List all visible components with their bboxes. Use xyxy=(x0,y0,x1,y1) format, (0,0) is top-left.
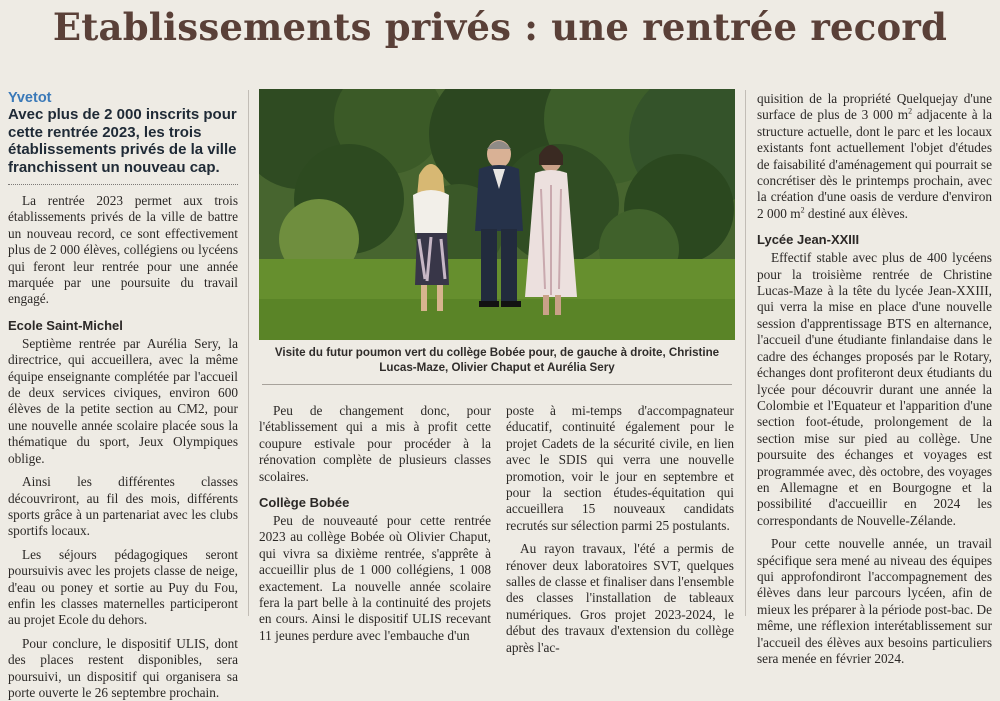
column-3 xyxy=(506,403,734,656)
paragraph: Ainsi les différentes classes découvriront, au fil des mois, différents sports grâce à un partenariat avec les clubs sportifs locaux. xyxy=(8,474,238,539)
paragraph: poste à mi-temps d'accompagnateur éducatif, continuité également pour le projet Cadets de la sécurité civile, en lien avec le SDIS qui verra une nouvelle promotion, voir le jour en septembre et pour la section études-équitation qui accueillera 15 nouveaux candidats recrutés sur sélection parmi 25 postulants. xyxy=(506,403,734,533)
paragraph: quisition de la propriété Quelquejay d'une surface de plus de 3 000 $m^2$ adjacente à la structure actuelle, dont le parc et les locaux existants font actuellement l'objet d'études de faisabilité d'aménagement qui pourrait se concrétiser dès le printemps prochain, avec la création d'une oasis de verdure d'environ 2 000 $m^2$ destiné aux élèves. xyxy=(757,91,992,221)
column-1 xyxy=(8,193,238,701)
paragraph: Pour cette nouvelle année, un travail spécifique sera mené au niveau des équipes qui approfondiront l'accompagnement des élèves dans leur parcours lycéen, afin de mieux les préparer à la période post-bac. De même, une réflexion interétablissement sur l'accueil des élèves aux besoins particuliers sera menée en février 2024. xyxy=(757,536,992,666)
section-heading-stmichel: Ecole Saint-Michel xyxy=(8,317,123,333)
column-rule xyxy=(248,90,249,616)
paragraph: Septième rentrée par Aurélia Sery, la directrice, qui accueillera, avec la même équipe enseignante complétée par l'accueil de deux services civiques, environ 600 élèves de la petite section au CM2, pour une nouvelle année scolaire placée sous la thématique du sport, Jeux Olympiques oblige. xyxy=(8,335,238,466)
paragraph: Au rayon travaux, l'été a permis de rénover deux laboratoires SVT, quelques salles de classe et finaliser dans l'ensemble des classes l'installation de tableaux numériques. Gros projet 2023-2024, le début des travaux d'extension du collège après l'ac- xyxy=(506,541,734,655)
paragraph: Effectif stable avec plus de 400 lycéens pour la troisième rentrée de Christine Lucas-Maze à la tête du lycée Jean-XXIII, qui verra la mise en place d'une nouvelle session d'apprentissage BTS en alternance, l'accueil d'une étudiante finlandaise dans le cadre des échanges proposés par le Rotary, échanges dont profiteront deux étudiants du lycée pour découvrir durant une année la Colombie et l'Equateur et l'apparition d'une section foot-étude, prolongement de la section mise sur pied au collège. Une poursuite des échanges et voyages est programmée avec, dès octobre, des voyages en Allemagne et en Bourgogne et la possibilité d'accueillir en 2024 les correspondants de Nouvelle-Zélande. xyxy=(757,250,992,528)
intro-paragraph: La rentrée 2023 permet aux trois établissements privés de la ville de battre un nouveau record, ce sont effectivement plus de 2 000 élèves, collégiens ou lycéens qui feront leur rentrée pour une année marquée par une poursuite du travail engagé. xyxy=(8,193,238,307)
lead-separator xyxy=(8,184,238,185)
photo-caption: Visite du futur poumon vert du collège Bobée pour, de gauche à droite, Christine Lucas-Maze, Olivier Chaput et Aurélia Sery xyxy=(274,346,720,374)
article-lead: Avec plus de 2 000 inscrits pour cette rentrée 2023, les trois établissements privés de la ville franchissent un nouveau cap. xyxy=(8,106,237,176)
column-rule xyxy=(745,90,746,616)
caption-rule xyxy=(262,384,732,385)
paragraph: Les séjours pédagogiques seront poursuivis avec les projets classe de neige, d'eau ou poney et sortie au Puy du Fou, enfin les classes maternelles participeront au projet Ecole du dehors. xyxy=(8,546,238,628)
column-2 xyxy=(259,403,491,644)
section-heading-bobee: Collège Bobée xyxy=(259,495,350,511)
paragraph: Pour conclure, le dispositif ULIS, dont des places restent disponibles, sera poursuivi, un dispositif qui organisera sa porte ouverte le 26 septembre prochain. xyxy=(8,635,238,700)
photo-illustration xyxy=(259,89,735,340)
headline: Etablissements privés : une rentrée record xyxy=(52,5,948,49)
paragraph: Peu de changement donc, pour l'établissement qui a mis à profit cette coupure estivale pour procéder à la rénovation complète de plusieurs classes scolaires. xyxy=(259,403,491,484)
column-4 xyxy=(757,91,992,667)
paragraph: Peu de nouveauté pour cette rentrée 2023 au collège Bobée où Olivier Chaput, qui vivra sa dixième rentrée, s'apprête à accueillir plus de 1 000 collégiens, 1 008 exactement. La nouvelle année scolaire fera la part belle à la continuité des projets en cours. Ainsi le dispositif ULIS recevant 11 jeunes perdure avec l'embauche d'un xyxy=(259,513,491,643)
section-heading-jean23: Lycée Jean-XXIII xyxy=(757,232,860,248)
article-photo xyxy=(259,89,735,340)
location-kicker: Yvetot xyxy=(8,90,52,106)
